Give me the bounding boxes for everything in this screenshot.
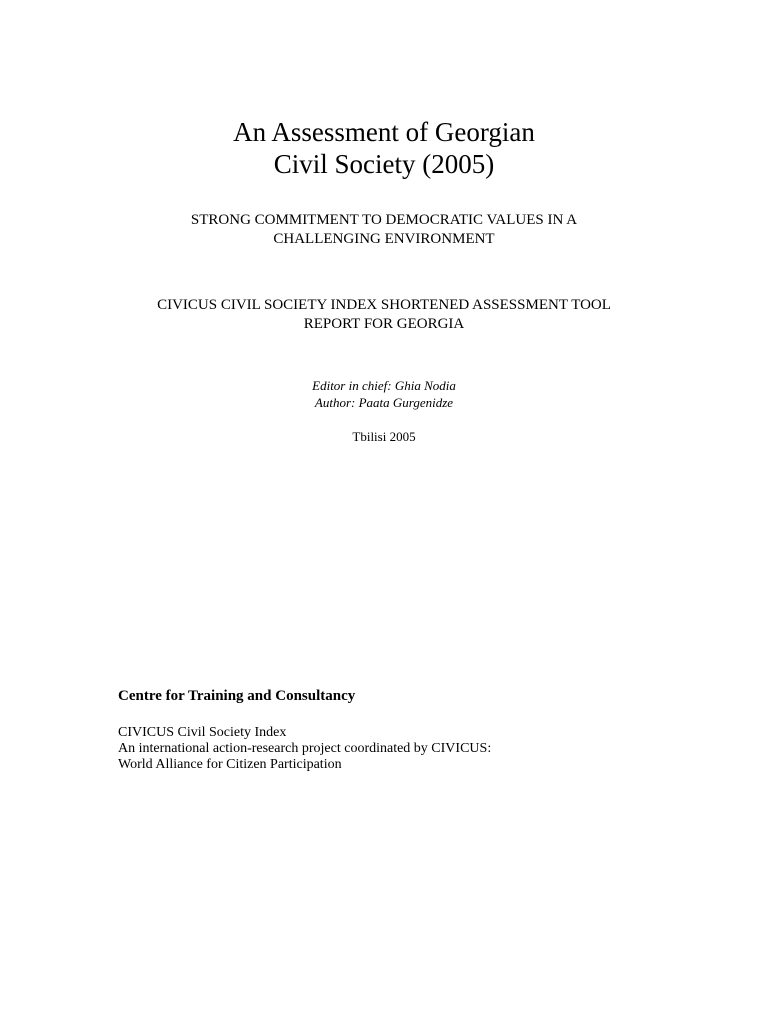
project-description: [118, 725, 491, 773]
editor-credit: Editor in chief: Ghia Nodia: [312, 378, 456, 393]
project-line-2: An international action-research project coordinated by CIVICUS:: [118, 741, 492, 756]
title-line-2: Civil Society (2005): [273, 149, 495, 179]
report-heading: [0, 296, 768, 334]
project-line-1: CIVICUS Civil Society Index: [118, 725, 287, 740]
subtitle-line-2: CHALLENGING ENVIRONMENT: [273, 231, 495, 247]
report-line-2: REPORT FOR GEORGIA: [303, 316, 465, 332]
organization-name: Centre for Training and Consultancy: [118, 688, 356, 704]
subtitle-line-1: STRONG COMMITMENT TO DEMOCRATIC VALUES IN A: [190, 212, 578, 228]
title-line-1: An Assessment of Georgian: [233, 117, 535, 147]
document-subtitle: [0, 211, 768, 249]
document-title: [0, 116, 768, 180]
credits-block: [0, 377, 768, 411]
report-line-1: CIVICUS CIVIL SOCIETY INDEX SHORTENED ASSESSMENT TOOL: [157, 297, 611, 313]
author-credit: Author: Paata Gurgenidze: [314, 395, 454, 410]
project-line-3: World Alliance for Citizen Participation: [118, 757, 342, 772]
place-year: Tbilisi 2005: [352, 429, 416, 444]
